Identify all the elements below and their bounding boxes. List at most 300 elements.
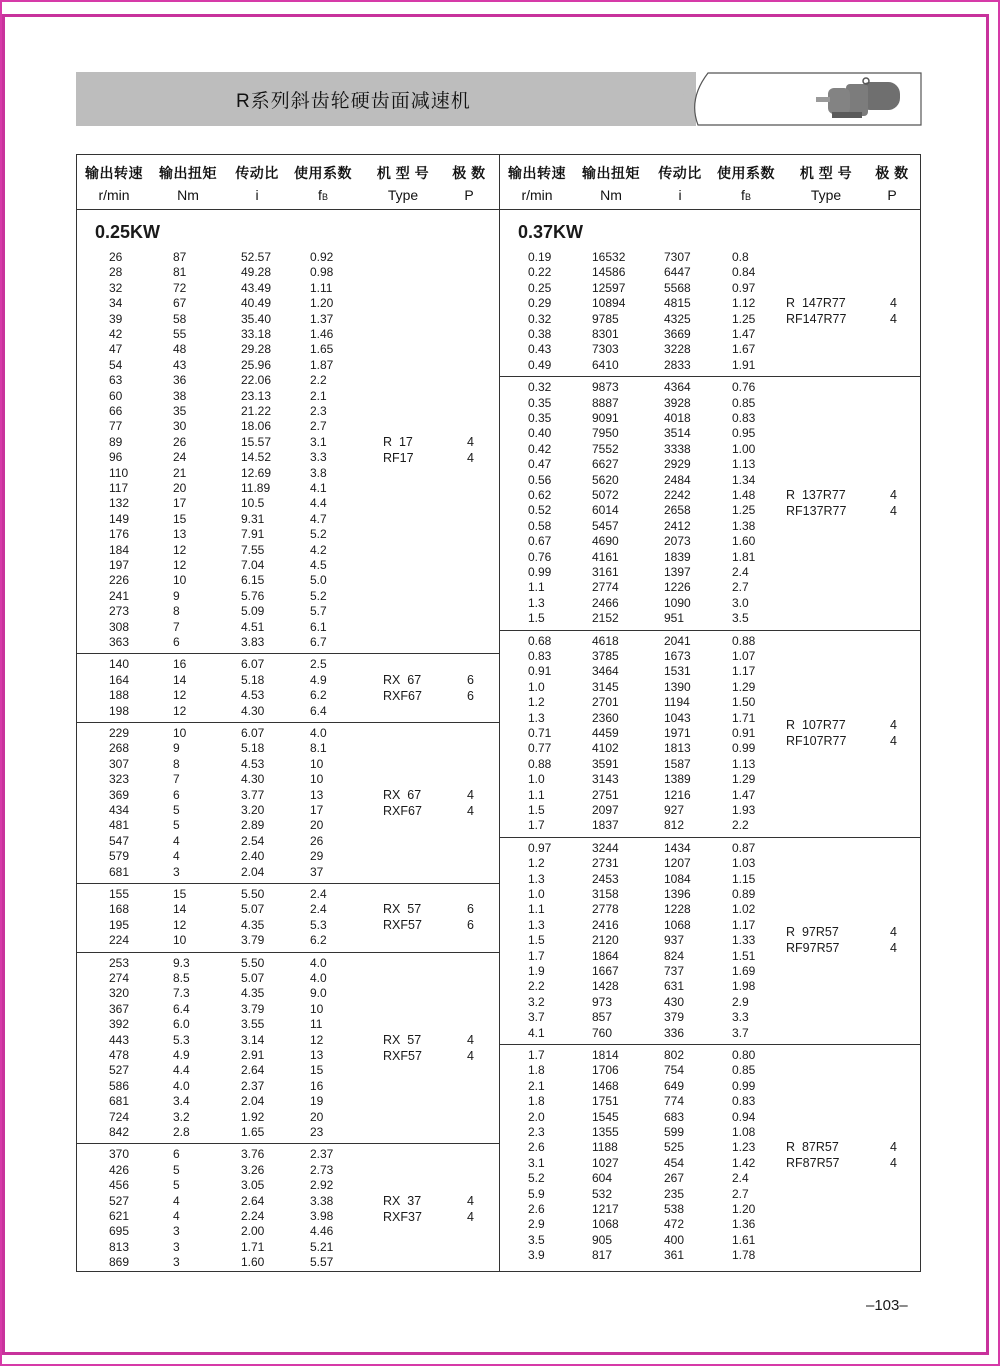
ratio-cell: 538 xyxy=(664,1202,685,1216)
table-row xyxy=(77,1178,499,1193)
speed-cell: 0.38 xyxy=(528,327,552,341)
table-row xyxy=(77,1110,499,1125)
table-row xyxy=(500,979,921,994)
table-row xyxy=(77,657,499,672)
ratio-cell: 22.06 xyxy=(241,373,272,388)
speed-cell: 3.7 xyxy=(528,1010,545,1025)
model-type: R 137R77 xyxy=(786,487,846,502)
table-row xyxy=(77,1079,499,1094)
table-row xyxy=(500,1079,921,1094)
header-en xyxy=(289,187,357,203)
table-row xyxy=(500,1110,921,1125)
speed-cell: 323 xyxy=(109,772,130,787)
ratio-cell: 1587 xyxy=(664,756,691,771)
service-factor-cell: 20 xyxy=(310,1109,324,1124)
service-factor-cell: 1.87 xyxy=(310,357,334,372)
spec-group xyxy=(500,1045,921,1268)
speed-cell: 39 xyxy=(109,311,123,326)
table-row xyxy=(500,757,921,772)
pole-count: 4 xyxy=(890,941,897,956)
pole-count: 4 xyxy=(890,1156,897,1171)
service-factor-cell: 1.51 xyxy=(732,948,756,963)
torque-cell: 26 xyxy=(173,434,187,449)
header-en-main: f xyxy=(318,187,322,203)
pole-count: 4 xyxy=(890,503,897,518)
speed-cell: 369 xyxy=(109,787,130,802)
speed-cell: 89 xyxy=(109,434,123,449)
table-row xyxy=(77,956,499,971)
speed-cell: 1.0 xyxy=(528,772,545,787)
speed-cell: 198 xyxy=(109,703,130,718)
torque-cell: 38 xyxy=(173,388,187,403)
table-row xyxy=(77,1163,499,1178)
ratio-cell: 2.37 xyxy=(241,1078,265,1093)
speed-cell: 132 xyxy=(109,496,130,511)
table-row xyxy=(77,1240,499,1255)
torque-cell: 6.0 xyxy=(173,1017,190,1032)
ratio-cell: 754 xyxy=(664,1063,685,1078)
torque-cell: 1751 xyxy=(592,1094,619,1109)
table-row xyxy=(500,772,921,787)
table-row xyxy=(77,803,499,818)
service-factor-cell: 2.3 xyxy=(310,404,327,418)
table-row xyxy=(77,741,499,756)
service-factor-cell: 16 xyxy=(310,1078,324,1093)
ratio-cell: 1216 xyxy=(664,787,691,802)
ratio-cell: 1839 xyxy=(664,549,691,564)
speed-cell: 2.6 xyxy=(528,1202,545,1216)
model-type: RXF67 xyxy=(383,803,422,818)
torque-cell: 15 xyxy=(173,887,187,901)
table-row xyxy=(77,1094,499,1109)
torque-cell: 857 xyxy=(592,1010,613,1025)
torque-cell: 3785 xyxy=(592,648,619,663)
torque-cell: 6410 xyxy=(592,357,619,372)
table-row xyxy=(77,296,499,311)
speed-cell: 0.62 xyxy=(528,487,552,502)
ratio-cell: 7.04 xyxy=(241,558,265,572)
table-row xyxy=(500,296,921,311)
ratio-cell: 1531 xyxy=(664,664,691,679)
torque-cell: 10 xyxy=(173,933,187,948)
torque-cell: 36 xyxy=(173,373,187,388)
torque-cell: 20 xyxy=(173,481,187,495)
service-factor-cell: 1.65 xyxy=(310,342,334,357)
spec-group xyxy=(500,377,921,630)
speed-cell: 0.40 xyxy=(528,426,552,441)
table-row xyxy=(500,1094,921,1109)
ratio-cell: 4815 xyxy=(664,296,691,311)
speed-cell: 586 xyxy=(109,1078,130,1093)
table-row xyxy=(77,389,499,404)
table-row xyxy=(500,281,921,296)
speed-cell: 3.9 xyxy=(528,1248,545,1263)
table-row xyxy=(500,457,921,472)
speed-cell: 434 xyxy=(109,803,130,817)
ratio-cell: 5568 xyxy=(664,280,691,295)
service-factor-cell: 1.91 xyxy=(732,357,756,372)
table-row xyxy=(77,772,499,787)
speed-cell: 3.1 xyxy=(528,1155,545,1170)
header-en: i xyxy=(678,187,682,203)
ratio-cell: 1226 xyxy=(664,580,691,595)
speed-cell: 370 xyxy=(109,1147,130,1162)
banner-image-panel xyxy=(666,72,922,126)
service-factor-cell: 4.2 xyxy=(310,542,327,557)
service-factor-cell: 0.83 xyxy=(732,1094,756,1109)
ratio-cell: 21.22 xyxy=(241,404,272,418)
torque-cell: 1068 xyxy=(592,1217,619,1232)
speed-cell: 481 xyxy=(109,818,130,833)
model-type: RF97R57 xyxy=(786,941,840,956)
table-left-half xyxy=(77,155,500,1271)
torque-cell: 5072 xyxy=(592,487,619,502)
speed-cell: 77 xyxy=(109,419,123,434)
service-factor-cell: 19 xyxy=(310,1094,324,1109)
torque-cell: 7 xyxy=(173,772,180,787)
speed-cell: 184 xyxy=(109,542,130,557)
table-row xyxy=(77,342,499,357)
torque-cell: 2731 xyxy=(592,856,619,871)
table-row xyxy=(500,918,921,933)
torque-cell: 973 xyxy=(592,994,613,1009)
table-header-left xyxy=(77,155,499,210)
spec-group xyxy=(77,953,499,1145)
service-factor-cell: 1.93 xyxy=(732,802,756,817)
table-row xyxy=(500,803,921,818)
service-factor-cell: 1.23 xyxy=(732,1140,756,1155)
header-en: P xyxy=(464,187,474,203)
speed-cell: 54 xyxy=(109,357,123,372)
ratio-cell: 1090 xyxy=(664,595,691,610)
torque-cell: 5620 xyxy=(592,472,619,487)
service-factor-cell: 2.4 xyxy=(732,1171,749,1186)
torque-cell: 12 xyxy=(173,688,187,703)
service-factor-cell: 11 xyxy=(310,1017,323,1032)
ratio-cell: 599 xyxy=(664,1125,685,1139)
torque-cell: 43 xyxy=(173,357,187,372)
ratio-cell: 812 xyxy=(664,818,685,833)
ratio-cell: 267 xyxy=(664,1171,685,1186)
ratio-cell: 3338 xyxy=(664,441,691,456)
table-row xyxy=(500,680,921,695)
service-factor-cell: 4.4 xyxy=(310,496,327,511)
torque-cell: 7303 xyxy=(592,342,619,357)
speed-cell: 2.1 xyxy=(528,1078,545,1093)
table-row xyxy=(77,788,499,803)
service-factor-cell: 5.57 xyxy=(310,1255,334,1270)
service-factor-cell: 1.48 xyxy=(732,487,756,502)
ratio-cell: 1434 xyxy=(664,840,691,855)
speed-cell: 0.25 xyxy=(528,280,552,295)
table-row xyxy=(500,695,921,710)
service-factor-cell: 0.87 xyxy=(732,840,756,855)
ratio-cell: 6.07 xyxy=(241,657,265,672)
speed-cell: 0.32 xyxy=(528,311,552,326)
table-row xyxy=(500,818,921,833)
model-type: RXF57 xyxy=(383,1048,422,1063)
service-factor-cell: 3.5 xyxy=(732,611,749,626)
speed-cell: 527 xyxy=(109,1063,130,1078)
torque-cell: 532 xyxy=(592,1186,613,1201)
speed-cell: 4.1 xyxy=(528,1025,545,1040)
torque-cell: 5 xyxy=(173,803,180,817)
torque-cell: 817 xyxy=(592,1248,613,1263)
ratio-cell: 683 xyxy=(664,1109,685,1124)
spec-group xyxy=(77,210,499,654)
table-row xyxy=(500,596,921,611)
speed-cell: 66 xyxy=(109,404,123,418)
service-factor-cell: 4.46 xyxy=(310,1224,334,1239)
speed-cell: 34 xyxy=(109,296,123,311)
service-factor-cell: 26 xyxy=(310,833,324,848)
table-right-half xyxy=(500,155,921,1271)
gear-reducer-image-icon xyxy=(666,72,922,126)
spec-group xyxy=(77,723,499,884)
torque-cell: 21 xyxy=(173,465,187,480)
power-rating-label: 0.25KW xyxy=(95,222,161,242)
ratio-cell: 1194 xyxy=(664,695,690,710)
table-row xyxy=(77,1194,499,1209)
torque-cell: 8.5 xyxy=(173,970,190,985)
service-factor-cell: 0.92 xyxy=(310,250,334,264)
table-row xyxy=(500,664,921,679)
pole-count: 6 xyxy=(467,672,474,687)
pole-count: 4 xyxy=(467,1209,474,1224)
speed-cell: 1.1 xyxy=(528,902,545,917)
speed-cell: 3.2 xyxy=(528,994,545,1009)
service-factor-cell: 1.02 xyxy=(732,902,756,917)
torque-cell: 55 xyxy=(173,327,187,341)
table-row xyxy=(77,1255,499,1270)
torque-cell: 8 xyxy=(173,604,180,619)
ratio-cell: 6447 xyxy=(664,265,691,280)
torque-cell: 9873 xyxy=(592,380,619,395)
torque-cell: 4.0 xyxy=(173,1078,190,1093)
ratio-cell: 1396 xyxy=(664,886,691,901)
ratio-cell: 3.55 xyxy=(241,1017,265,1032)
ratio-cell: 2484 xyxy=(664,472,691,487)
torque-cell: 8 xyxy=(173,756,180,771)
torque-cell: 1545 xyxy=(592,1109,619,1124)
speed-cell: 0.68 xyxy=(528,633,552,648)
pole-count: 4 xyxy=(467,803,474,818)
torque-cell: 14586 xyxy=(592,265,626,280)
table-row xyxy=(500,534,921,549)
ratio-cell: 927 xyxy=(664,802,685,817)
pole-count: 4 xyxy=(467,434,474,449)
speed-cell: 0.32 xyxy=(528,380,552,395)
speed-cell: 1.0 xyxy=(528,886,545,901)
torque-cell: 2097 xyxy=(592,802,619,817)
torque-cell: 905 xyxy=(592,1232,613,1247)
table-row xyxy=(500,503,921,518)
ratio-cell: 3928 xyxy=(664,395,691,410)
service-factor-cell: 5.3 xyxy=(310,917,327,932)
speed-cell: 3.5 xyxy=(528,1232,545,1247)
table-row xyxy=(77,704,499,719)
torque-cell: 8887 xyxy=(592,395,619,410)
table-row xyxy=(500,741,921,756)
ratio-cell: 4.30 xyxy=(241,772,265,787)
table-row xyxy=(500,634,921,649)
speed-cell: 308 xyxy=(109,619,130,634)
model-type: RF147R77 xyxy=(786,312,847,327)
speed-cell: 0.35 xyxy=(528,395,552,410)
service-factor-cell: 1.15 xyxy=(732,871,756,886)
torque-cell: 7950 xyxy=(592,426,619,441)
service-factor-cell: 1.20 xyxy=(732,1202,756,1216)
table-row xyxy=(500,250,921,265)
ratio-cell: 5.07 xyxy=(241,902,265,917)
torque-cell: 12 xyxy=(173,542,187,557)
service-factor-cell: 0.89 xyxy=(732,886,756,901)
ratio-cell: 10.5 xyxy=(241,496,265,511)
speed-cell: 2.9 xyxy=(528,1217,545,1232)
torque-cell: 9 xyxy=(173,741,180,756)
service-factor-cell: 1.42 xyxy=(732,1155,756,1170)
torque-cell: 48 xyxy=(173,342,187,357)
service-factor-cell: 13 xyxy=(310,787,324,802)
service-factor-cell: 0.83 xyxy=(732,410,756,425)
speed-cell: 0.19 xyxy=(528,250,552,264)
service-factor-cell: 1.67 xyxy=(732,342,756,357)
model-type: R 107R77 xyxy=(786,718,846,733)
torque-cell: 2360 xyxy=(592,710,619,725)
table-row xyxy=(500,856,921,871)
service-factor-cell: 5.2 xyxy=(310,527,327,542)
torque-cell: 6014 xyxy=(592,503,619,518)
ratio-cell: 454 xyxy=(664,1155,685,1170)
torque-cell: 1355 xyxy=(592,1125,619,1139)
torque-cell: 3.4 xyxy=(173,1094,190,1109)
table-row xyxy=(500,1187,921,1202)
speed-cell: 96 xyxy=(109,450,123,465)
table-row xyxy=(500,426,921,441)
ratio-cell: 5.09 xyxy=(241,604,265,619)
speed-cell: 195 xyxy=(109,917,130,932)
table-row xyxy=(77,558,499,573)
pole-count: 4 xyxy=(467,1193,474,1208)
header-zh: 传动比 xyxy=(658,165,702,181)
ratio-cell: 6.15 xyxy=(241,573,265,588)
pole-count: 6 xyxy=(467,918,474,933)
model-type: R 87R57 xyxy=(786,1140,839,1155)
table-row xyxy=(77,373,499,388)
table-row xyxy=(77,481,499,496)
torque-cell: 12 xyxy=(173,703,187,718)
speed-cell: 140 xyxy=(109,657,130,672)
torque-cell: 6 xyxy=(173,635,180,649)
speed-cell: 724 xyxy=(109,1109,130,1124)
service-factor-cell: 1.78 xyxy=(732,1248,756,1263)
table-row xyxy=(77,327,499,342)
table-row xyxy=(77,312,499,327)
ratio-cell: 235 xyxy=(664,1186,685,1201)
ratio-cell: 400 xyxy=(664,1232,685,1247)
speed-cell: 164 xyxy=(109,672,130,687)
ratio-cell: 1397 xyxy=(664,564,691,579)
service-factor-cell: 37 xyxy=(310,864,324,879)
torque-cell: 1188 xyxy=(592,1140,618,1155)
speed-cell: 392 xyxy=(109,1017,130,1032)
torque-cell: 81 xyxy=(173,265,187,280)
torque-cell: 2453 xyxy=(592,871,619,886)
table-row xyxy=(77,512,499,527)
service-factor-cell: 2.4 xyxy=(310,902,327,917)
table-row xyxy=(500,995,921,1010)
table-row xyxy=(500,442,921,457)
speed-cell: 0.91 xyxy=(528,664,552,679)
table-row xyxy=(77,1002,499,1017)
speed-cell: 60 xyxy=(109,388,123,403)
table-row xyxy=(77,1063,499,1078)
header-zh: 使用系数 xyxy=(717,165,775,181)
ratio-cell: 5.76 xyxy=(241,588,265,603)
service-factor-cell: 9.0 xyxy=(310,986,327,1001)
table-row xyxy=(77,1209,499,1224)
table-row xyxy=(500,841,921,856)
header-zh: 机 型 号 xyxy=(376,165,430,181)
header-zh: 极 数 xyxy=(452,165,486,181)
torque-cell: 2751 xyxy=(592,787,619,802)
table-header-right xyxy=(500,155,921,210)
speed-cell: 197 xyxy=(109,558,130,572)
torque-cell: 604 xyxy=(592,1171,613,1186)
torque-cell: 9091 xyxy=(592,410,619,425)
ratio-cell: 4.35 xyxy=(241,917,265,932)
table-row xyxy=(500,611,921,626)
torque-cell: 4 xyxy=(173,849,180,864)
service-factor-cell: 1.46 xyxy=(310,327,334,341)
speed-cell: 28 xyxy=(109,265,123,280)
torque-cell: 5.3 xyxy=(173,1032,190,1047)
ratio-cell: 4018 xyxy=(664,410,691,425)
header-zh: 输出扭矩 xyxy=(582,165,640,181)
service-factor-cell: 1.29 xyxy=(732,679,756,694)
table-row xyxy=(77,589,499,604)
torque-cell: 4618 xyxy=(592,633,619,648)
header-en: r/min xyxy=(98,187,130,203)
table-row xyxy=(500,265,921,280)
header-en: Nm xyxy=(600,187,622,203)
service-factor-cell: 10 xyxy=(310,1001,324,1016)
torque-cell: 10894 xyxy=(592,296,626,311)
table-row xyxy=(77,604,499,619)
service-factor-cell: 5.21 xyxy=(310,1239,334,1254)
ratio-cell: 1389 xyxy=(664,772,691,787)
ratio-cell: 23.13 xyxy=(241,388,272,403)
header-zh: 传动比 xyxy=(235,165,279,181)
torque-cell: 3 xyxy=(173,1255,180,1270)
table-row xyxy=(77,865,499,880)
ratio-cell: 1043 xyxy=(664,710,691,725)
torque-cell: 13 xyxy=(173,527,187,542)
table-row xyxy=(77,404,499,419)
model-type: R 17 xyxy=(383,434,413,449)
ratio-cell: 3.20 xyxy=(241,803,265,817)
service-factor-cell: 1.07 xyxy=(732,648,756,663)
ratio-cell: 525 xyxy=(664,1140,685,1155)
service-factor-cell: 2.92 xyxy=(310,1178,334,1193)
service-factor-cell: 4.0 xyxy=(310,726,327,740)
speed-cell: 0.88 xyxy=(528,756,552,771)
service-factor-cell: 2.5 xyxy=(310,657,327,672)
torque-cell: 10 xyxy=(173,726,187,740)
torque-cell: 30 xyxy=(173,419,187,434)
header-en: Nm xyxy=(177,187,199,203)
pole-count: 4 xyxy=(890,487,897,502)
